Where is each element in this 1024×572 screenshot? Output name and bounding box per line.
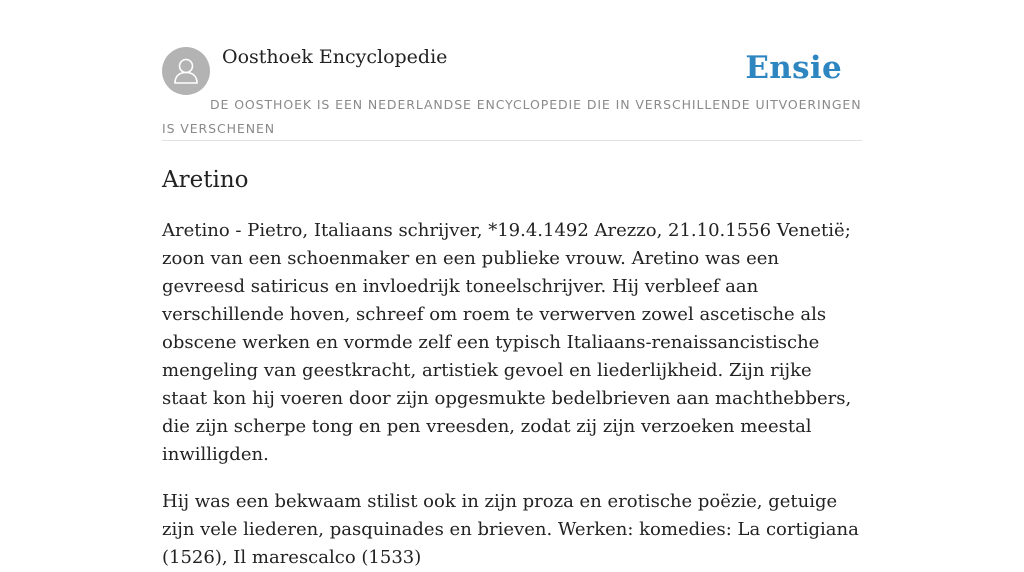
- ensie-logo[interactable]: Ensie: [745, 50, 842, 86]
- user-avatar-icon[interactable]: [162, 47, 210, 95]
- site-tagline: DE OOSTHOEK IS EEN NEDERLANDSE ENCYCLOPEDIE DIE IN VERSCHILLENDE UITVOERINGEN IS VERSCHENEN: [162, 97, 862, 136]
- article-title: Aretino: [162, 167, 249, 193]
- page: [162, 0, 862, 572]
- article-body: [162, 217, 862, 572]
- article-paragraph: Hij was een bekwaam stilist ook in zijn proza en erotische poëzie, getuige zijn vele liederen, pasquinades en brieven. Werken: komedies: La cortigiana (1526), Il marescalco (1533): [162, 491, 859, 568]
- site-name[interactable]: Oosthoek Encyclopedie: [222, 46, 448, 68]
- site-header: [162, 0, 862, 141]
- article-paragraph: Aretino - Pietro, Italiaans schrijver, *19.4.1492 Arezzo, 21.10.1556 Venetië; zoon van een schoenmaker en een publieke vrouw. Aretino was een gevreesd satiricus en invloedrijk toneelschrijver. Hij verbleef aan verschillende hoven, schreef om roem te verwerven zowel ascetische als obscene werken en vormde zelf een typisch Italiaans-renaissancistische mengeling van geestkracht, artistiek gevoel en liederlijkheid. Zijn rijke staat kon hij voeren door zijn opgesmukte bedelbrieven aan machthebbers, die zijn scherpe tong en pen vreesden, zodat zij zijn verzoeken meestal inwilligden.: [162, 220, 852, 465]
